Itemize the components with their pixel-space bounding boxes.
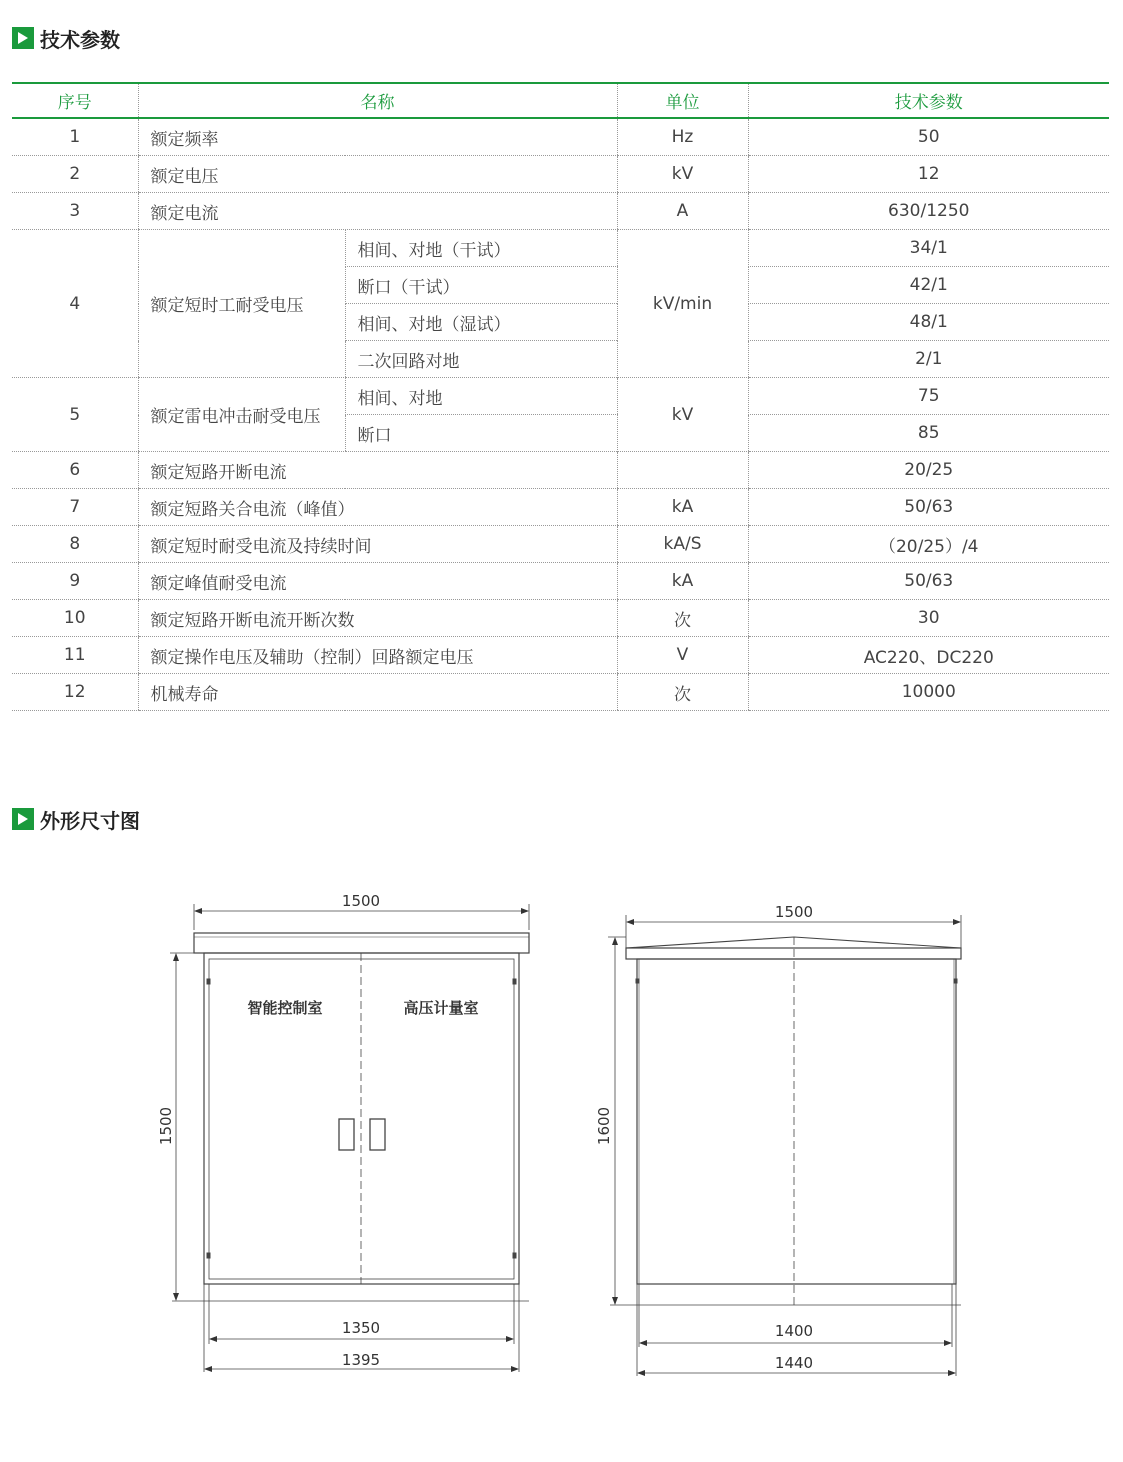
door-handle-left	[339, 1119, 354, 1150]
cell-unit: kA	[617, 489, 748, 526]
cell-sub-label: 相间、对地（干试）	[345, 230, 617, 267]
cell-value: 75	[748, 378, 1109, 415]
play-triangle-icon	[12, 808, 34, 830]
cell-unit: kA/S	[617, 526, 748, 563]
cell-sub-label: 断口（干试）	[345, 267, 617, 304]
front-view	[170, 904, 529, 1372]
side-height-label: 1600	[595, 1106, 613, 1146]
cell-value: 50/63	[748, 563, 1109, 600]
table-row	[12, 118, 1109, 156]
cell-no: 8	[12, 526, 138, 563]
cell-value: 50	[748, 118, 1109, 156]
section-title-text: 技术参数	[40, 27, 120, 52]
section-title-tech-params	[12, 24, 120, 52]
header-unit: 单位	[617, 83, 748, 118]
cell-no: 6	[12, 452, 138, 489]
play-triangle-icon	[12, 27, 34, 49]
side-base-width-label: 1440	[774, 1354, 814, 1372]
cell-value: 2/1	[748, 341, 1109, 378]
cell-sub-label: 断口	[345, 415, 617, 452]
cell-no: 1	[12, 118, 138, 156]
cell-sub-label: 相间、对地	[345, 378, 617, 415]
table-row	[12, 230, 1109, 267]
section-title-text: 外形尺寸图	[40, 808, 140, 833]
cell-unit: kV/min	[617, 230, 748, 378]
cell-value: 42/1	[748, 267, 1109, 304]
header-no: 序号	[12, 83, 138, 118]
front-base-width-label: 1395	[341, 1351, 381, 1369]
table-row	[12, 637, 1109, 674]
cell-unit: kA	[617, 563, 748, 600]
cell-value: 48/1	[748, 304, 1109, 341]
cell-value: 10000	[748, 674, 1109, 711]
table-row	[12, 378, 1109, 415]
front-height-label: 1500	[157, 1106, 175, 1146]
cell-unit: A	[617, 193, 748, 230]
cell-no: 5	[12, 378, 138, 452]
front-inner-width-label: 1350	[341, 1319, 381, 1337]
cell-name: 额定峰值耐受电流	[138, 563, 617, 600]
cell-no: 9	[12, 563, 138, 600]
cell-no: 10	[12, 600, 138, 637]
cell-value: 12	[748, 156, 1109, 193]
cell-name: 额定电流	[138, 193, 617, 230]
cell-value: 630/1250	[748, 193, 1109, 230]
cell-no: 4	[12, 230, 138, 378]
cell-name: 额定操作电压及辅助（控制）回路额定电压	[138, 637, 617, 674]
cell-unit: kV	[617, 156, 748, 193]
side-inner-width-label: 1400	[774, 1322, 814, 1340]
cell-name: 额定电压	[138, 156, 617, 193]
cell-name: 额定短时工耐受电压	[138, 230, 345, 378]
cell-value: 34/1	[748, 230, 1109, 267]
table-row	[12, 674, 1109, 711]
side-view	[608, 915, 961, 1376]
cell-value: （20/25）/4	[748, 526, 1109, 563]
header-name: 名称	[138, 83, 617, 118]
header-value: 技术参数	[748, 83, 1109, 118]
cell-sub-label: 二次回路对地	[345, 341, 617, 378]
cell-sub-label: 相间、对地（湿试）	[345, 304, 617, 341]
cell-no: 11	[12, 637, 138, 674]
cell-value: AC220、DC220	[748, 637, 1109, 674]
front-top-width-label: 1500	[341, 892, 381, 910]
cell-value: 85	[748, 415, 1109, 452]
cell-unit: V	[617, 637, 748, 674]
cell-no: 2	[12, 156, 138, 193]
table-row	[12, 526, 1109, 563]
cell-unit	[617, 452, 748, 489]
right-door-label: 高压计量室	[403, 999, 479, 1017]
cell-name: 机械寿命	[138, 674, 617, 711]
cell-no: 12	[12, 674, 138, 711]
cell-no: 7	[12, 489, 138, 526]
cell-no: 3	[12, 193, 138, 230]
door-handle-right	[370, 1119, 385, 1150]
cell-unit: Hz	[617, 118, 748, 156]
table-row	[12, 156, 1109, 193]
table-header-row	[12, 83, 1109, 118]
cell-name: 额定短时耐受电流及持续时间	[138, 526, 617, 563]
table-row	[12, 452, 1109, 489]
tech-params-table	[12, 82, 1109, 711]
cell-unit: 次	[617, 674, 748, 711]
cell-value: 50/63	[748, 489, 1109, 526]
table-row	[12, 563, 1109, 600]
cell-unit: 次	[617, 600, 748, 637]
cell-value: 30	[748, 600, 1109, 637]
table-row	[12, 193, 1109, 230]
cell-name: 额定短路开断电流开断次数	[138, 600, 617, 637]
cell-value: 20/25	[748, 452, 1109, 489]
table-row	[12, 600, 1109, 637]
cell-name: 额定短路关合电流（峰值）	[138, 489, 617, 526]
cell-unit: kV	[617, 378, 748, 452]
dimension-drawing	[0, 870, 1123, 1400]
cell-name: 额定短路开断电流	[138, 452, 617, 489]
side-top-width-label: 1500	[774, 903, 814, 921]
cell-name: 额定频率	[138, 118, 617, 156]
cell-name: 额定雷电冲击耐受电压	[138, 378, 345, 452]
table-row	[12, 489, 1109, 526]
left-door-label: 智能控制室	[247, 999, 323, 1017]
section-title-dimensions	[12, 805, 140, 833]
